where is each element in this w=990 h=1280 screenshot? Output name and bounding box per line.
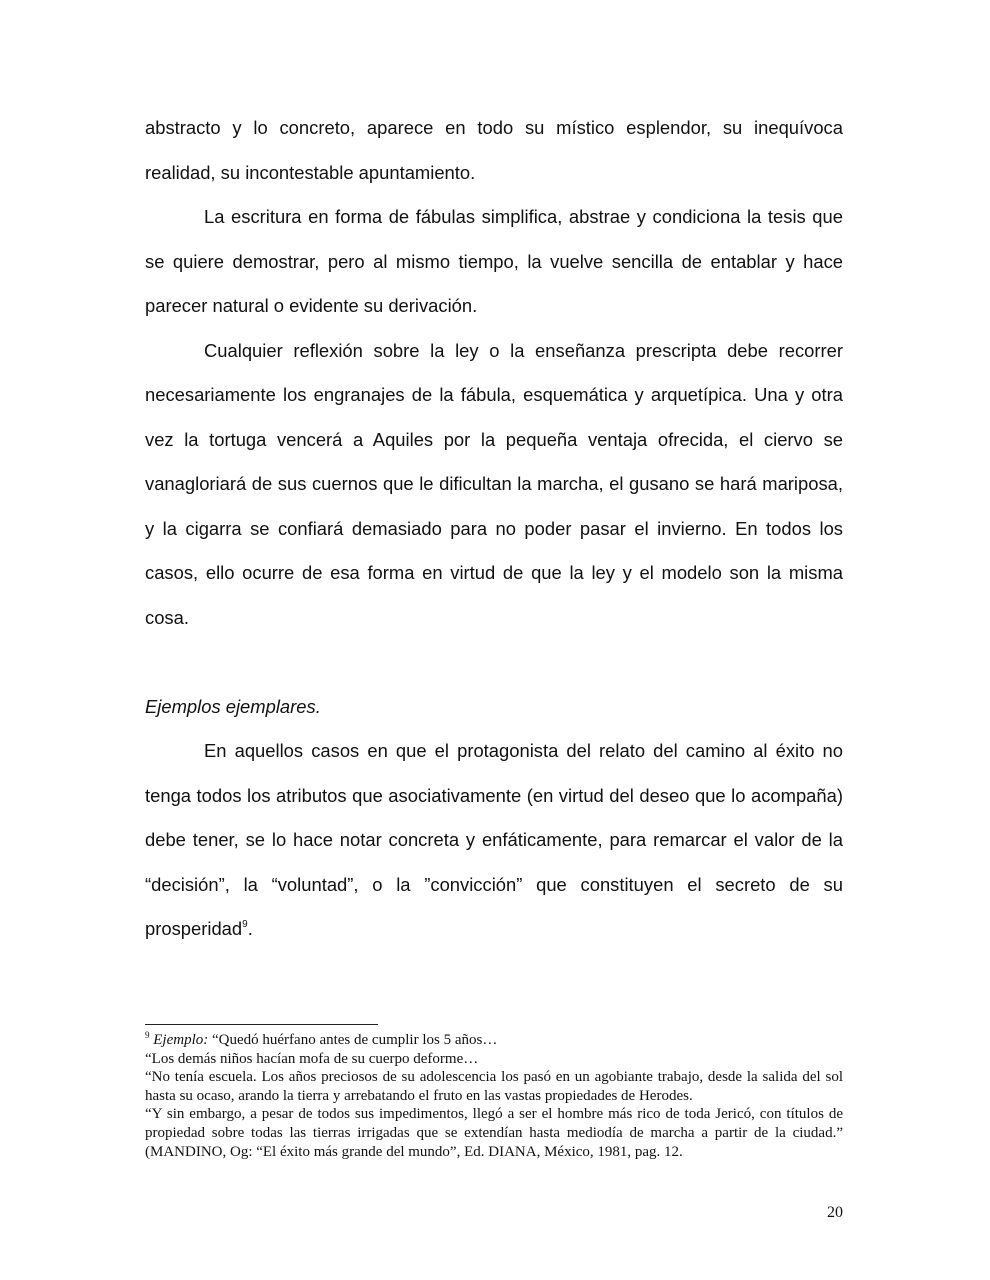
footnote-separator [145,1024,378,1025]
paragraph-examples [145,729,843,952]
footnote-line: “Los demás niños hacían mofa de su cuerpo deforme… [145,1050,479,1067]
page-number: 20 [827,1204,843,1221]
footnote-line: “Y sin embargo, a pesar de todos sus impedimentos, llegó a ser el hombre más rico de toda Jericó, con títulos de propiedad sobre todas las tierras irrigadas que se extendían hasta mediodía de marcha a partir de la ciudad.” (MANDINO, Og: “El éxito más grande del mundo”, Ed. DIANA, México, 1981, pag. 12. [145,1106,843,1160]
paragraph-reflection: Cualquier reflexión sobre la ley o la enseñanza prescripta debe recorrer necesariamente los engranajes de la fábula, esquemática y arquetípica. Una y otra vez la tortuga vencerá a Aquiles por la pequeña ventaja ofrecida, el ciervo se vanagloriará de sus cuernos que le dificultan la marcha, el gusano se hará mariposa, y la cigarra se confiará demasiado para no poder pasar el invierno. En todos los casos, ello ocurre de esa forma en virtud de que la ley y el modelo son la misma cosa. [145,339,843,628]
footnote-reference[interactable]: 9 [242,919,248,930]
footnote-line: “No tenía escuela. Los años preciosos de su adolescencia los pasó en un agobiante trabajo, desde la salida del sol hasta su ocaso, arando la tierra y arrebatando el fruto en las vastas propiedades de Herodes. [145,1069,843,1104]
footnote-line [145,1031,843,1050]
section-heading: Ejemplos ejemplares. [145,695,321,717]
footnote-text: “Quedó huérfano antes de cumplir los 5 años… [208,1032,498,1048]
footnote-label: Ejemplo: [153,1032,209,1048]
body-text [145,106,843,952]
paragraph-end-punctuation: . [247,918,253,939]
paragraph-continuation: abstracto y lo concreto, aparece en todo su místico esplendor, su inequívoca realidad, su incontestable apuntamiento. [145,117,843,183]
paragraph-examples-text: En aquellos casos en que el protagonista del relato del camino al éxito no tenga todos los atributos que asociativamente (en virtud del deseo que lo acompaña) debe tener, se lo hace notar concreta y enfáticamente, para remarcar el valor de la “decisión”, la “voluntad”, o la ”convicción” que constituyen el secreto de su prosperidad [145,740,843,939]
paragraph-fables: La escritura en forma de fábulas simplifica, abstrae y condiciona la tesis que se quiere demostrar, pero al mismo tiempo, la vuelve sencilla de entablar y hace parecer natural o evidente su derivación. [145,206,843,316]
footnote-number: 9 [145,1030,150,1040]
footnotes [145,1031,843,1161]
